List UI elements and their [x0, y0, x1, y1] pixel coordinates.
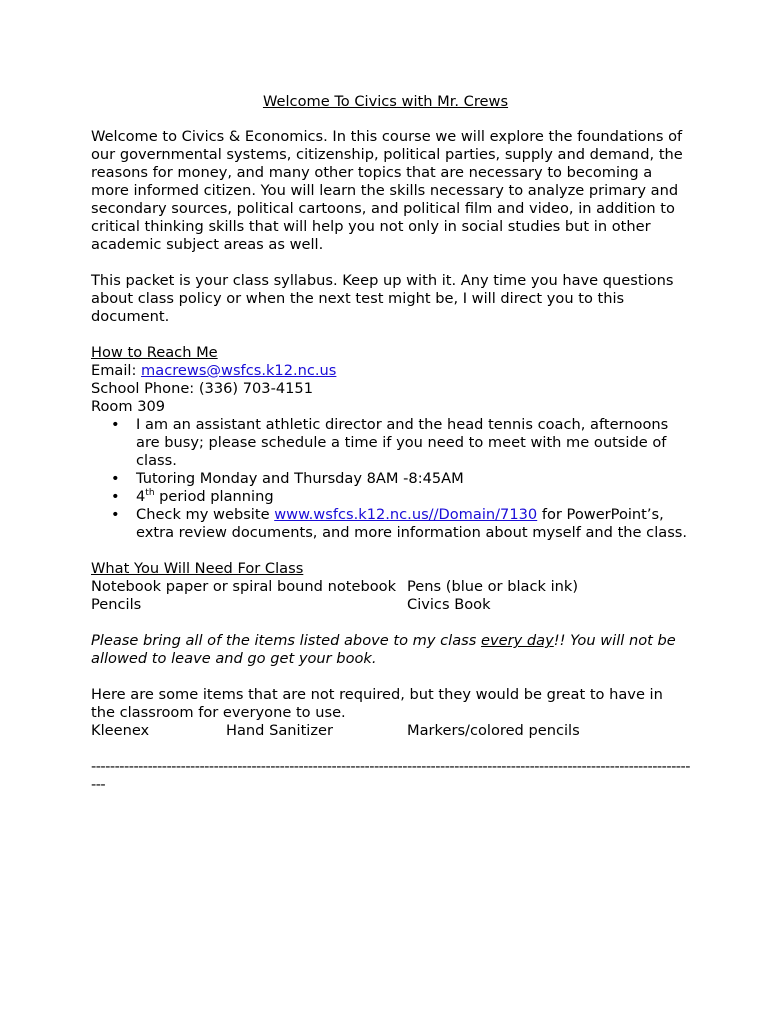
- every-day-emphasis: every day: [481, 632, 554, 649]
- email-label: Email:: [91, 362, 142, 379]
- supply-item: Notebook paper or spiral bound notebook: [91, 578, 397, 595]
- optional-item: Markers/colored pencils: [407, 722, 580, 739]
- intro-paragraph: Welcome to Civics & Economics. In this course we will explore the foundations of our governmental systems, citizenship, political parties, supply and demand, the reasons for money, and many other topics that are necessary to becoming a more informed citizen. You will learn the skills necessary to analyze primary and secondary sources, political cartoons, and political film and video, in addition to critical thinking skills that will help you not only in social studies but in other academic subject areas as well.: [91, 128, 683, 253]
- dashed-divider: ----------------------------------------------------------------------------------------------------------------------------------: [91, 758, 690, 793]
- room-line: Room 309: [91, 398, 166, 415]
- contact-heading: How to Reach Me: [91, 344, 218, 361]
- supplies-right-column: [407, 578, 687, 614]
- contact-section: [91, 344, 691, 542]
- optional-items-text: Here are some items that are not required, but they would be great to have in the classroom for everyone to use.: [91, 686, 663, 721]
- page-title: Welcome To Civics with Mr. Crews: [262, 93, 509, 110]
- optional-items-row: [91, 722, 691, 740]
- email-link[interactable]: macrews@wsfcs.k12.nc.us: [141, 362, 337, 379]
- packet-paragraph: This packet is your class syllabus. Keep up with it. Any time you have questions about class policy or when the next test might be, I will direct you to this document.: [91, 272, 674, 325]
- supply-item: Civics Book: [407, 596, 491, 613]
- optional-item: Hand Sanitizer: [226, 722, 333, 739]
- list-item: • Tutoring Monday and Thursday 8AM -8:45AM: [91, 470, 691, 488]
- list-item: • 4th period planning: [91, 488, 691, 506]
- optional-item: Kleenex: [91, 722, 150, 739]
- supplies-left-column: [91, 578, 407, 614]
- contact-bullet-list: [91, 416, 691, 542]
- supply-item: Pencils: [91, 596, 142, 613]
- phone-line: School Phone: (336) 703-4151: [91, 380, 313, 397]
- email-line: [91, 362, 691, 380]
- document-body: [91, 93, 691, 794]
- list-item: • I am an assistant athletic director and the head tennis coach, afternoons are busy; please schedule a time if you need to meet with me outside of class.: [91, 416, 691, 470]
- optional-items-section: [91, 686, 691, 740]
- website-link[interactable]: www.wsfcs.k12.nc.us//Domain/7130: [274, 506, 538, 523]
- list-item: • Check my website www.wsfcs.k12.nc.us//Domain/7130 for PowerPoint’s, extra review documents, and more information about myself and the class.: [91, 506, 691, 542]
- bring-items-note: Please bring all of the items listed above to my class every day!! You will not be allowed to leave and go get your book.: [91, 632, 676, 667]
- supplies-heading: What You Will Need For Class: [91, 560, 304, 577]
- supply-item: Pens (blue or black ink): [407, 578, 579, 595]
- supplies-section: [91, 560, 691, 614]
